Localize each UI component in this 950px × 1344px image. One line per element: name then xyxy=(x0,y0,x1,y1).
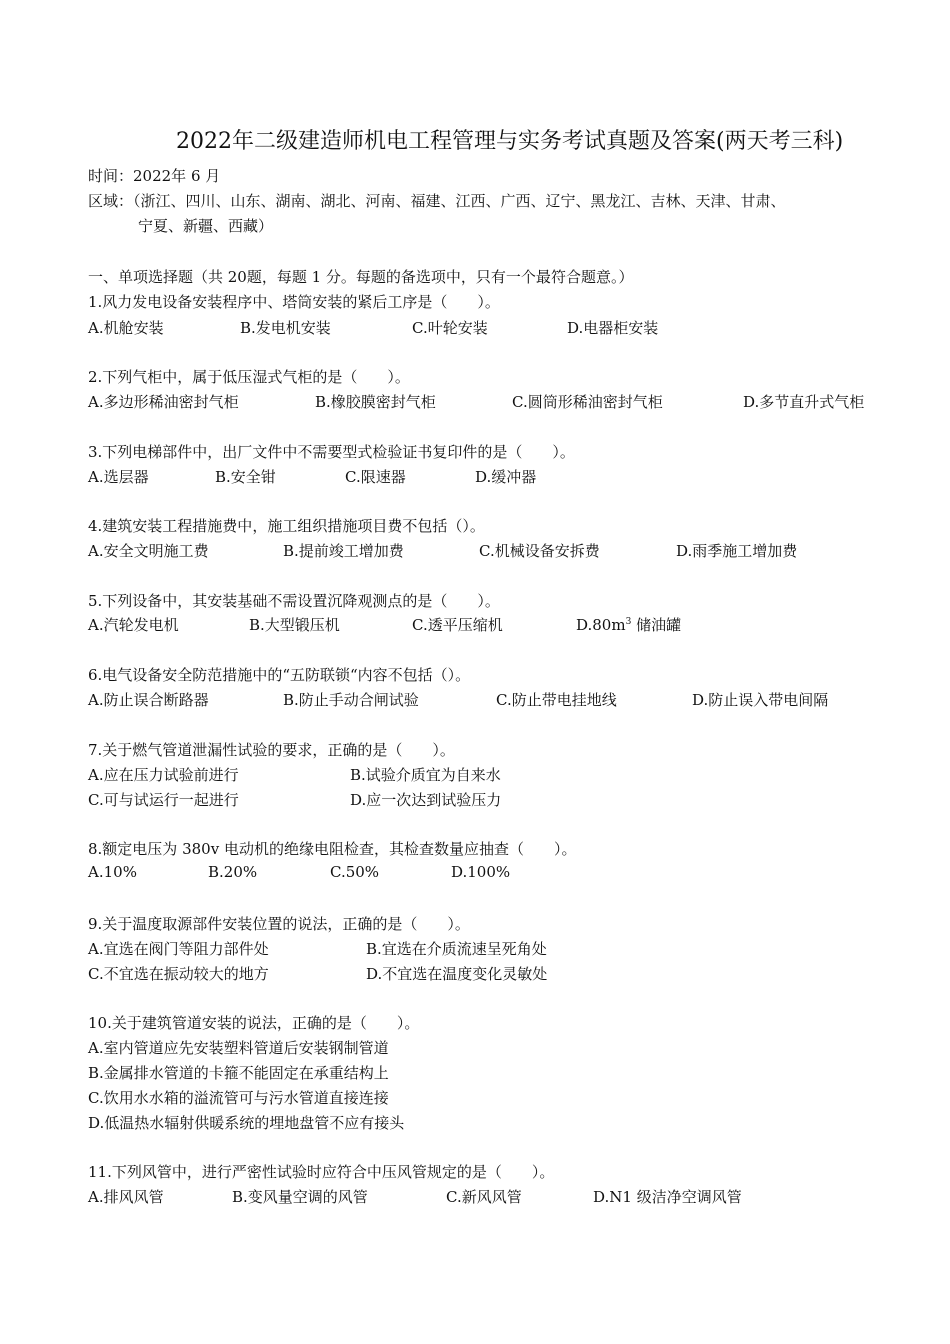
question-7: 7.关于燃气管道泄漏性试验的要求，正确的是（ ）。 xyxy=(88,741,455,759)
question-4-option-b: B.提前竣工增加费 xyxy=(283,542,404,560)
exam-region-continued: 宁夏、新疆、西藏） xyxy=(138,217,274,235)
question-9-option-d: D.不宜选在温度变化灵敏处 xyxy=(366,965,548,983)
question-1-option-a: A.机舱安装 xyxy=(88,319,164,337)
question-4-option-d: D.雨季施工增加费 xyxy=(676,542,798,560)
question-11-option-b: B.变风量空调的风管 xyxy=(232,1188,368,1206)
question-8-option-b: B.20% xyxy=(208,863,258,881)
question-5-option-d xyxy=(576,614,681,635)
question-2-option-d: D.多节直升式气柜 xyxy=(743,393,865,411)
question-7-option-d: D.应一次达到试验压力 xyxy=(350,791,502,809)
question-9: 9.关于温度取源部件安装位置的说法，正确的是（ ）。 xyxy=(88,915,470,933)
question-1-option-d: D.电器柜安装 xyxy=(567,319,659,337)
question-11-option-a: A.排风风管 xyxy=(88,1188,164,1206)
question-11-option-c: C.新风风管 xyxy=(446,1188,522,1206)
question-9-option-b: B.宜选在介质流速呈死角处 xyxy=(366,940,547,958)
question-2: 2.下列气柜中，属于低压湿式气柜的是（ ）。 xyxy=(88,368,410,386)
question-4: 4.建筑安装工程措施费中，施工组织措施项目费不包括（）。 xyxy=(88,517,485,535)
exam-region: 区域：（浙江、四川、山东、湖南、湖北、河南、福建、江西、广西、辽宁、黑龙江、吉林、天津、甘肃、 xyxy=(88,192,786,210)
document-title: 2022年二级建造师机电工程管理与实务考试真题及答案(两天考三科) xyxy=(176,129,844,154)
question-3-option-d: D.缓冲器 xyxy=(475,468,537,486)
question-5-option-b: B.大型锻压机 xyxy=(249,616,340,634)
question-6-option-b: B.防止手动合闸试验 xyxy=(283,691,419,709)
question-6: 6.电气设备安全防范措施中的“五防联锁“内容不包括（）。 xyxy=(88,666,471,684)
question-1-option-b: B.发电机安装 xyxy=(240,319,331,337)
question-11: 11.下列风管中，进行严密性试验时应符合中压风管规定的是（ ）。 xyxy=(88,1163,555,1181)
question-9-option-c: C.不宜选在振动较大的地方 xyxy=(88,965,269,983)
question-5-option-d-volume: D.80m xyxy=(576,616,626,634)
question-8: 8.额定电压为 380v 电动机的绝缘电阻检查，其检查数量应抽查（ ）。 xyxy=(88,840,577,858)
question-3: 3.下列电梯部件中，出厂文件中不需要型式检验证书复印件的是（ ）。 xyxy=(88,443,575,461)
question-8-option-a: A.10% xyxy=(88,863,137,881)
question-10-option-c: C.饮用水水箱的溢流管可与污水管道直接连接 xyxy=(88,1089,389,1107)
question-4-option-c: C.机械设备安拆费 xyxy=(479,542,600,560)
question-5-option-a: A.汽轮发电机 xyxy=(88,616,179,634)
question-2-option-a: A.多边形稀油密封气柜 xyxy=(88,393,239,411)
question-10: 10.关于建筑管道安装的说法，正确的是（ ）。 xyxy=(88,1014,420,1032)
question-6-option-c: C.防止带电挂地线 xyxy=(496,691,617,709)
question-6-option-a: A.防止误合断路器 xyxy=(88,691,209,709)
question-10-option-d: D.低温热水辐射供暖系统的埋地盘管不应有接头 xyxy=(88,1114,405,1132)
section-heading: 一、单项选择题（共 20题，每题 1 分。每题的备选项中，只有一个最符合题意。） xyxy=(88,268,634,286)
question-7-option-a: A.应在压力试验前进行 xyxy=(88,766,239,784)
question-2-option-c: C.圆筒形稀油密封气柜 xyxy=(512,393,663,411)
question-10-option-a: A.室内管道应先安装塑料管道后安装钢制管道 xyxy=(88,1039,389,1057)
question-3-option-b: B.安全钳 xyxy=(215,468,276,486)
question-1-option-c: C.叶轮安装 xyxy=(412,319,488,337)
question-10-option-b: B.金属排水管道的卡箍不能固定在承重结构上 xyxy=(88,1064,389,1082)
question-5-option-d-tank: 储油罐 xyxy=(636,616,682,634)
question-8-option-d: D.100% xyxy=(451,863,511,881)
question-6-option-d: D.防止误入带电间隔 xyxy=(692,691,829,709)
question-2-option-b: B.橡胶膜密封气柜 xyxy=(315,393,436,411)
question-5-option-c: C.透平压缩机 xyxy=(412,616,503,634)
cubic-superscript: 3 xyxy=(625,617,632,627)
question-7-option-c: C.可与试运行一起进行 xyxy=(88,791,239,809)
question-4-option-a: A.安全文明施工费 xyxy=(88,542,209,560)
question-5: 5.下列设备中，其安装基础不需设置沉降观测点的是（ ）。 xyxy=(88,592,500,610)
question-8-option-c: C.50% xyxy=(330,863,380,881)
question-3-option-c: C.限速器 xyxy=(345,468,406,486)
exam-time: 时间：2022年 6 月 xyxy=(88,167,221,185)
question-1: 1.风力发电设备安装程序中、塔筒安装的紧后工序是（ ）。 xyxy=(88,293,500,311)
question-11-option-d: D.N1 级洁净空调风管 xyxy=(593,1188,742,1206)
question-7-option-b: B.试验介质宜为自来水 xyxy=(350,766,501,784)
question-3-option-a: A.选层器 xyxy=(88,468,149,486)
question-9-option-a: A.宜选在阀门等阻力部件处 xyxy=(88,940,269,958)
